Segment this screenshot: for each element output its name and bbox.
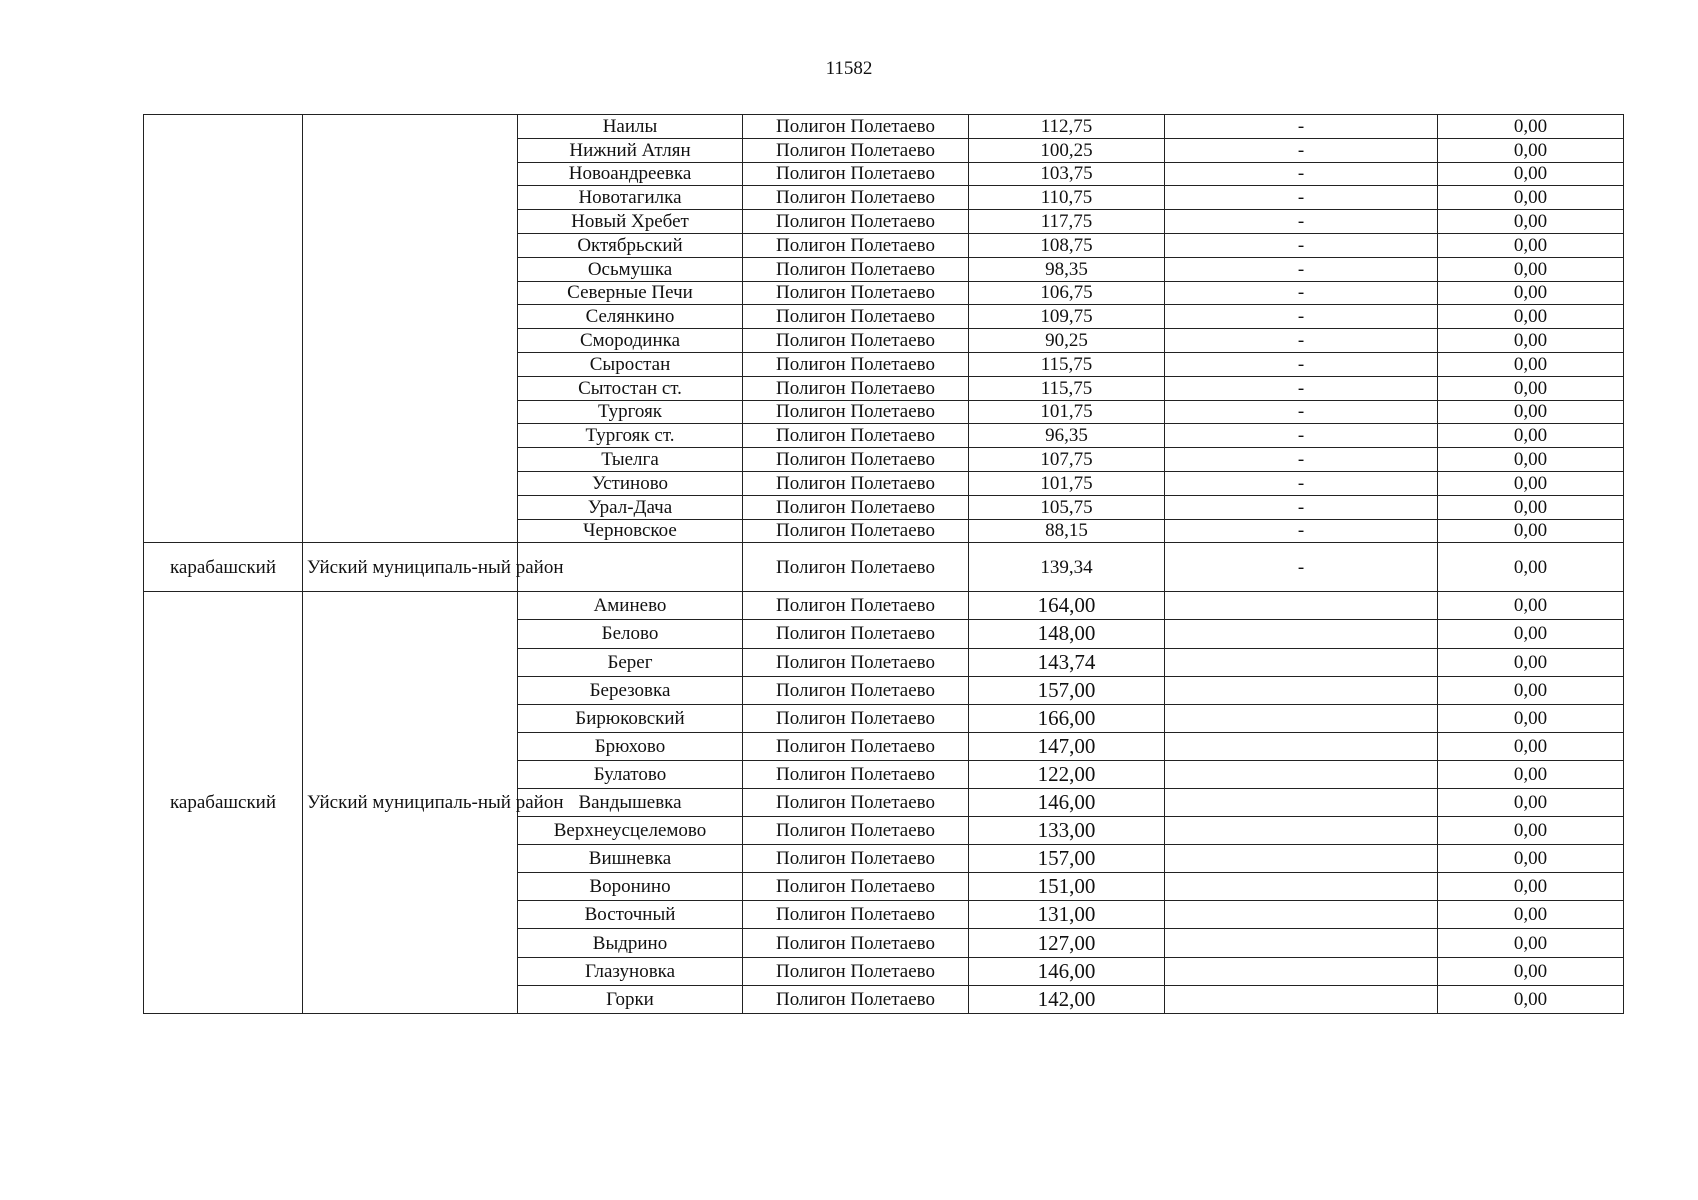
value-cell: 0,00	[1438, 233, 1624, 257]
destination-cell: Полигон Полетаево	[743, 186, 969, 210]
value-cell: 0,00	[1438, 732, 1624, 760]
value-cell: 0,00	[1438, 115, 1624, 139]
value-cell: 0,00	[1438, 957, 1624, 985]
settlement-cell: Селянкино	[518, 305, 743, 329]
table-body	[144, 115, 1624, 1014]
value-cell: 0,00	[1438, 471, 1624, 495]
extra-cell	[1165, 873, 1438, 901]
settlement-cell: Восточный	[518, 901, 743, 929]
extra-cell: -	[1165, 329, 1438, 353]
value-cell: 0,00	[1438, 210, 1624, 234]
table-row	[144, 543, 1624, 592]
value-cell: 0,00	[1438, 138, 1624, 162]
value-cell: 0,00	[1438, 329, 1624, 353]
destination-cell: Полигон Полетаево	[743, 400, 969, 424]
settlement-cell: Северные Печи	[518, 281, 743, 305]
destination-cell: Полигон Полетаево	[743, 592, 969, 620]
destination-cell: Полигон Полетаево	[743, 448, 969, 472]
destination-cell: Полигон Полетаево	[743, 543, 969, 592]
region-cell	[144, 115, 303, 543]
distance-cell: 166,00	[969, 704, 1165, 732]
extra-cell: -	[1165, 115, 1438, 139]
destination-cell: Полигон Полетаево	[743, 352, 969, 376]
value-cell: 0,00	[1438, 648, 1624, 676]
extra-cell	[1165, 845, 1438, 873]
destination-cell: Полигон Полетаево	[743, 957, 969, 985]
settlement-cell: Верхнеусцелемово	[518, 817, 743, 845]
destination-cell: Полигон Полетаево	[743, 901, 969, 929]
destination-cell: Полигон Полетаево	[743, 138, 969, 162]
destination-cell: Полигон Полетаево	[743, 929, 969, 957]
destination-cell: Полигон Полетаево	[743, 471, 969, 495]
value-cell: 0,00	[1438, 495, 1624, 519]
settlement-cell: Урал-Дача	[518, 495, 743, 519]
extra-cell: -	[1165, 400, 1438, 424]
settlement-cell: Октябрьский	[518, 233, 743, 257]
destination-cell: Полигон Полетаево	[743, 620, 969, 648]
extra-cell: -	[1165, 281, 1438, 305]
distance-cell: 146,00	[969, 957, 1165, 985]
distance-cell: 122,00	[969, 760, 1165, 788]
settlement-cell: Глазуновка	[518, 957, 743, 985]
value-cell: 0,00	[1438, 281, 1624, 305]
settlement-cell: Аминево	[518, 592, 743, 620]
value-cell: 0,00	[1438, 519, 1624, 543]
distance-cell: 139,34	[969, 543, 1165, 592]
destination-cell: Полигон Полетаево	[743, 210, 969, 234]
distance-cell: 101,75	[969, 400, 1165, 424]
settlement-cell: Сыростан	[518, 352, 743, 376]
extra-cell: -	[1165, 233, 1438, 257]
extra-cell	[1165, 957, 1438, 985]
distance-cell: 107,75	[969, 448, 1165, 472]
value-cell: 0,00	[1438, 760, 1624, 788]
destination-cell: Полигон Полетаево	[743, 233, 969, 257]
value-cell: 0,00	[1438, 257, 1624, 281]
settlement-cell: Выдрино	[518, 929, 743, 957]
region-cell: карабашский	[144, 543, 303, 592]
extra-cell: -	[1165, 162, 1438, 186]
extra-cell: -	[1165, 210, 1438, 234]
value-cell: 0,00	[1438, 676, 1624, 704]
distance-cell: 109,75	[969, 305, 1165, 329]
destination-cell: Полигон Полетаево	[743, 873, 969, 901]
destination-cell: Полигон Полетаево	[743, 676, 969, 704]
value-cell: 0,00	[1438, 305, 1624, 329]
extra-cell	[1165, 676, 1438, 704]
extra-cell	[1165, 620, 1438, 648]
destination-cell: Полигон Полетаево	[743, 305, 969, 329]
value-cell: 0,00	[1438, 985, 1624, 1013]
distance-cell: 88,15	[969, 519, 1165, 543]
extra-cell: -	[1165, 186, 1438, 210]
value-cell: 0,00	[1438, 789, 1624, 817]
value-cell: 0,00	[1438, 424, 1624, 448]
extra-cell	[1165, 789, 1438, 817]
extra-cell	[1165, 704, 1438, 732]
value-cell: 0,00	[1438, 162, 1624, 186]
value-cell: 0,00	[1438, 620, 1624, 648]
destination-cell: Полигон Полетаево	[743, 115, 969, 139]
destination-cell: Полигон Полетаево	[743, 495, 969, 519]
value-cell: 0,00	[1438, 873, 1624, 901]
destination-cell: Полигон Полетаево	[743, 817, 969, 845]
table-row	[144, 115, 1624, 139]
extra-cell	[1165, 929, 1438, 957]
table-row	[144, 592, 1624, 620]
settlement-cell: Новый Хребет	[518, 210, 743, 234]
extra-cell: -	[1165, 424, 1438, 448]
transport-table	[143, 114, 1624, 1014]
distance-cell: 105,75	[969, 495, 1165, 519]
distance-cell: 115,75	[969, 376, 1165, 400]
distance-cell: 146,00	[969, 789, 1165, 817]
extra-cell	[1165, 985, 1438, 1013]
distance-cell: 143,74	[969, 648, 1165, 676]
page-number: 11582	[825, 58, 873, 79]
extra-cell: -	[1165, 543, 1438, 592]
settlement-cell: Бирюковский	[518, 704, 743, 732]
destination-cell: Полигон Полетаево	[743, 162, 969, 186]
value-cell: 0,00	[1438, 186, 1624, 210]
value-cell: 0,00	[1438, 817, 1624, 845]
extra-cell	[1165, 817, 1438, 845]
destination-cell: Полигон Полетаево	[743, 376, 969, 400]
extra-cell: -	[1165, 138, 1438, 162]
distance-cell: 96,35	[969, 424, 1165, 448]
distance-cell: 98,35	[969, 257, 1165, 281]
destination-cell: Полигон Полетаево	[743, 732, 969, 760]
distance-cell: 151,00	[969, 873, 1165, 901]
destination-cell: Полигон Полетаево	[743, 257, 969, 281]
extra-cell: -	[1165, 257, 1438, 281]
destination-cell: Полигон Полетаево	[743, 424, 969, 448]
extra-cell: -	[1165, 519, 1438, 543]
distance-cell: 100,25	[969, 138, 1165, 162]
settlement-cell: Наилы	[518, 115, 743, 139]
destination-cell: Полигон Полетаево	[743, 329, 969, 353]
destination-cell: Полигон Полетаево	[743, 704, 969, 732]
distance-cell: 131,00	[969, 901, 1165, 929]
settlement-cell: Осьмушка	[518, 257, 743, 281]
extra-cell: -	[1165, 376, 1438, 400]
extra-cell: -	[1165, 471, 1438, 495]
distance-cell: 103,75	[969, 162, 1165, 186]
extra-cell	[1165, 648, 1438, 676]
distance-cell: 133,00	[969, 817, 1165, 845]
destination-cell: Полигон Полетаево	[743, 281, 969, 305]
settlement-cell: Горки	[518, 985, 743, 1013]
settlement-cell: Новоандреевка	[518, 162, 743, 186]
settlement-cell: Вандышевка	[518, 789, 743, 817]
value-cell: 0,00	[1438, 704, 1624, 732]
destination-cell: Полигон Полетаево	[743, 760, 969, 788]
settlement-cell: Устиново	[518, 471, 743, 495]
destination-cell: Полигон Полетаево	[743, 519, 969, 543]
settlement-cell: Черновское	[518, 519, 743, 543]
district-cell: Уйский муниципаль-ный район	[303, 543, 518, 592]
value-cell: 0,00	[1438, 901, 1624, 929]
settlement-cell: Вишневка	[518, 845, 743, 873]
distance-cell: 115,75	[969, 352, 1165, 376]
value-cell: 0,00	[1438, 592, 1624, 620]
settlement-cell: Нижний Атлян	[518, 138, 743, 162]
distance-cell: 157,00	[969, 845, 1165, 873]
settlement-cell: Тыелга	[518, 448, 743, 472]
distance-cell: 148,00	[969, 620, 1165, 648]
settlement-cell: Тургояк	[518, 400, 743, 424]
distance-cell: 106,75	[969, 281, 1165, 305]
distance-cell: 90,25	[969, 329, 1165, 353]
settlement-cell: Белово	[518, 620, 743, 648]
distance-cell: 142,00	[969, 985, 1165, 1013]
distance-cell: 112,75	[969, 115, 1165, 139]
distance-cell: 117,75	[969, 210, 1165, 234]
region-cell: карабашский	[144, 592, 303, 1013]
extra-cell: -	[1165, 305, 1438, 329]
settlement-cell: Брюхово	[518, 732, 743, 760]
value-cell: 0,00	[1438, 845, 1624, 873]
distance-cell: 127,00	[969, 929, 1165, 957]
destination-cell: Полигон Полетаево	[743, 845, 969, 873]
extra-cell	[1165, 592, 1438, 620]
distance-cell: 101,75	[969, 471, 1165, 495]
value-cell: 0,00	[1438, 400, 1624, 424]
extra-cell	[1165, 732, 1438, 760]
value-cell: 0,00	[1438, 376, 1624, 400]
district-cell: Уйский муниципаль-ный район	[303, 592, 518, 1013]
extra-cell	[1165, 901, 1438, 929]
extra-cell: -	[1165, 495, 1438, 519]
value-cell: 0,00	[1438, 448, 1624, 472]
settlement-cell: Воронино	[518, 873, 743, 901]
value-cell: 0,00	[1438, 543, 1624, 592]
settlement-cell: Сытостан ст.	[518, 376, 743, 400]
distance-cell: 164,00	[969, 592, 1165, 620]
extra-cell: -	[1165, 352, 1438, 376]
destination-cell: Полигон Полетаево	[743, 789, 969, 817]
extra-cell	[1165, 760, 1438, 788]
destination-cell: Полигон Полетаево	[743, 985, 969, 1013]
district-cell	[303, 115, 518, 543]
value-cell: 0,00	[1438, 352, 1624, 376]
settlement-cell: Булатово	[518, 760, 743, 788]
settlement-cell: Берег	[518, 648, 743, 676]
distance-cell: 157,00	[969, 676, 1165, 704]
distance-cell: 108,75	[969, 233, 1165, 257]
distance-cell: 110,75	[969, 186, 1165, 210]
settlement-cell: Березовка	[518, 676, 743, 704]
settlement-cell: Смородинка	[518, 329, 743, 353]
settlement-cell: Новотагилка	[518, 186, 743, 210]
value-cell: 0,00	[1438, 929, 1624, 957]
extra-cell: -	[1165, 448, 1438, 472]
settlement-cell: Тургояк ст.	[518, 424, 743, 448]
distance-cell: 147,00	[969, 732, 1165, 760]
destination-cell: Полигон Полетаево	[743, 648, 969, 676]
